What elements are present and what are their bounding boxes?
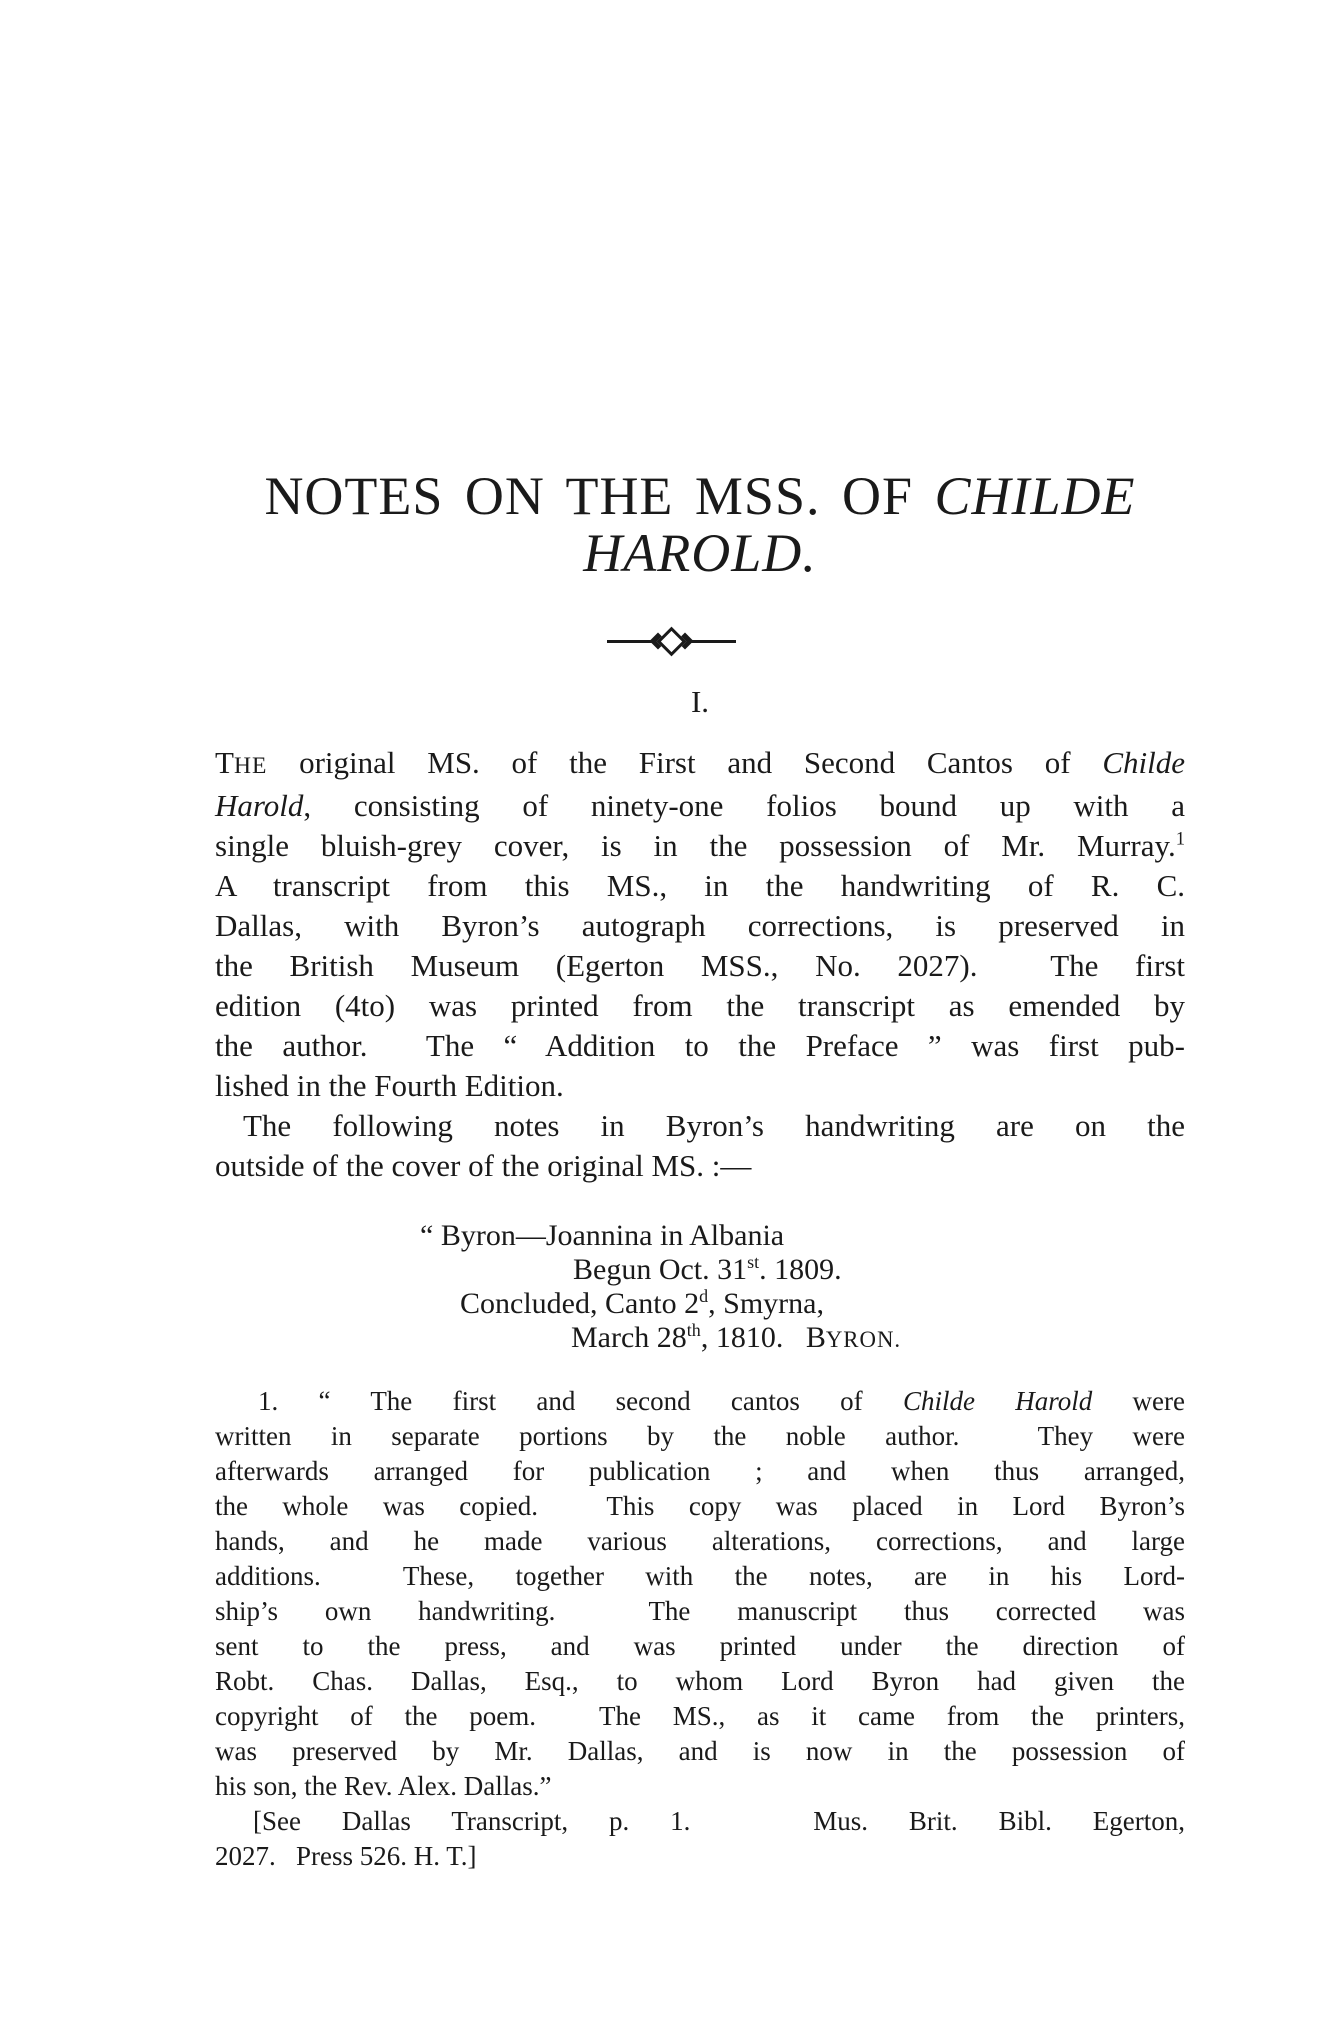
text-segment: Childe [1102, 745, 1185, 780]
page-title [215, 468, 1185, 582]
section-number: I. [690, 684, 710, 719]
text-segment: Begun Oct. 31 [573, 1253, 748, 1286]
text-segment: outside of the cover of the original MS. :— [215, 1148, 752, 1183]
text-segment: single bluish-grey cover, is in the possession of Mr. Murray. [215, 828, 1176, 863]
text-line [215, 1026, 1185, 1066]
rule-line-right [689, 640, 736, 643]
text-line [215, 1287, 1185, 1321]
text-line [215, 525, 1185, 582]
text-line [215, 1839, 1185, 1874]
text-segment: , consisting of ninety-one folios bound up with a [303, 788, 1185, 823]
text-segment: sent to the press, and was printed under the direction of [215, 1631, 1185, 1661]
text-segment: was preserved by Mr. Dallas, and is now in the possession of [215, 1736, 1185, 1766]
text-segment: the whole was copied. This copy was placed in Lord Byron’s [215, 1491, 1185, 1521]
footnote [215, 1384, 1185, 1874]
text-segment: March 28 [571, 1321, 687, 1354]
text-segment: 2027. Press 526. H. T.] [215, 1841, 477, 1871]
text-segment: CHILDE [934, 466, 1136, 526]
text-segment: A transcript from this MS., in the handwriting of R. C. [215, 868, 1185, 903]
text-segment: d [699, 1286, 709, 1306]
text-segment: edition (4to) was printed from the transcript as emended by [215, 988, 1185, 1023]
text-segment: lished in the Fourth Edition. [215, 1068, 564, 1103]
text-line [215, 1664, 1185, 1699]
text-line [215, 468, 1185, 525]
text-segment: written in separate portions by the noble author. They were [215, 1421, 1185, 1451]
text-segment: , Smyrna, [708, 1287, 824, 1320]
body-paragraphs [215, 743, 1185, 1186]
text-line [215, 826, 1185, 866]
text-line [215, 1629, 1185, 1664]
text-line [215, 1066, 1185, 1106]
text-line [215, 1699, 1185, 1734]
text-segment: , 1810. B [700, 1321, 826, 1354]
text-segment: Childe Harold [902, 1386, 1093, 1416]
text-line [215, 1106, 1185, 1146]
text-segment: HE [233, 753, 268, 779]
text-segment: th [686, 1320, 701, 1340]
text-line [215, 946, 1185, 986]
text-line [215, 743, 1185, 786]
text-segment: st [747, 1252, 760, 1272]
text-segment: NOTES ON THE MSS. OF [264, 466, 935, 526]
text-segment: Robt. Chas. Dallas, Esq., to whom Lord Byron had given the [215, 1666, 1185, 1696]
text-segment: “ Byron—Joannina in Albania [420, 1219, 785, 1252]
text-line [215, 986, 1185, 1026]
text-segment: Concluded, Canto 2 [460, 1287, 700, 1320]
text-line [215, 1219, 1185, 1253]
text-line [215, 1146, 1185, 1186]
text-segment: . 1809. [759, 1253, 842, 1286]
text-segment: The following notes in Byron’s handwriting are on the [243, 1108, 1185, 1143]
text-line [215, 1769, 1185, 1804]
open-diamond-icon [656, 626, 686, 656]
text-segment: Harold [215, 788, 304, 823]
text-segment: were [1092, 1386, 1185, 1416]
text-segment: hands, and he made various alterations, corrections, and large [215, 1526, 1185, 1556]
text-line [215, 1419, 1185, 1454]
text-line [215, 1489, 1185, 1524]
text-line [215, 1734, 1185, 1769]
text-line [215, 1524, 1185, 1559]
text-line [215, 1594, 1185, 1629]
text-line [215, 866, 1185, 906]
text-segment: [See Dallas Transcript, p. 1. Mus. Brit. Bibl. Egerton, [253, 1806, 1185, 1836]
text-segment: ship’s own handwriting. The manuscript thus corrected was [215, 1596, 1185, 1626]
manuscript-inscription [215, 1219, 1185, 1357]
text-segment: 1 [1175, 828, 1185, 850]
text-segment: the author. The “ Addition to the Preface ” was first pub- [215, 1028, 1185, 1063]
rule-line-left [607, 640, 654, 643]
ornament-divider [0, 630, 1342, 652]
text-segment: copyright of the poem. The MS., as it came from the printers, [215, 1701, 1185, 1731]
text-segment: HAROLD. [583, 523, 817, 583]
text-line [215, 1804, 1185, 1839]
text-line [215, 786, 1185, 826]
text-line [215, 1321, 1185, 1357]
text-line [215, 1384, 1185, 1419]
text-segment: Dallas, with Byron’s autograph corrections, is preserved in [215, 908, 1185, 943]
text-line [215, 906, 1185, 946]
text-segment: 1. “ The first and second cantos of [258, 1386, 903, 1416]
text-segment: original MS. of the First and Second Cantos of [267, 745, 1103, 780]
text-segment: additions. These, together with the notes, are in his Lord- [215, 1561, 1185, 1591]
text-line [215, 1454, 1185, 1489]
text-line [215, 1559, 1185, 1594]
text-segment: T [215, 745, 234, 780]
text-segment: YRON. [825, 1327, 902, 1352]
text-segment: afterwards arranged for publication ; and when thus arranged, [215, 1456, 1185, 1486]
text-segment: his son, the Rev. Alex. Dallas.” [215, 1771, 552, 1801]
text-line [215, 1253, 1185, 1287]
text-segment: the British Museum (Egerton MSS., No. 2027). The first [215, 948, 1185, 983]
